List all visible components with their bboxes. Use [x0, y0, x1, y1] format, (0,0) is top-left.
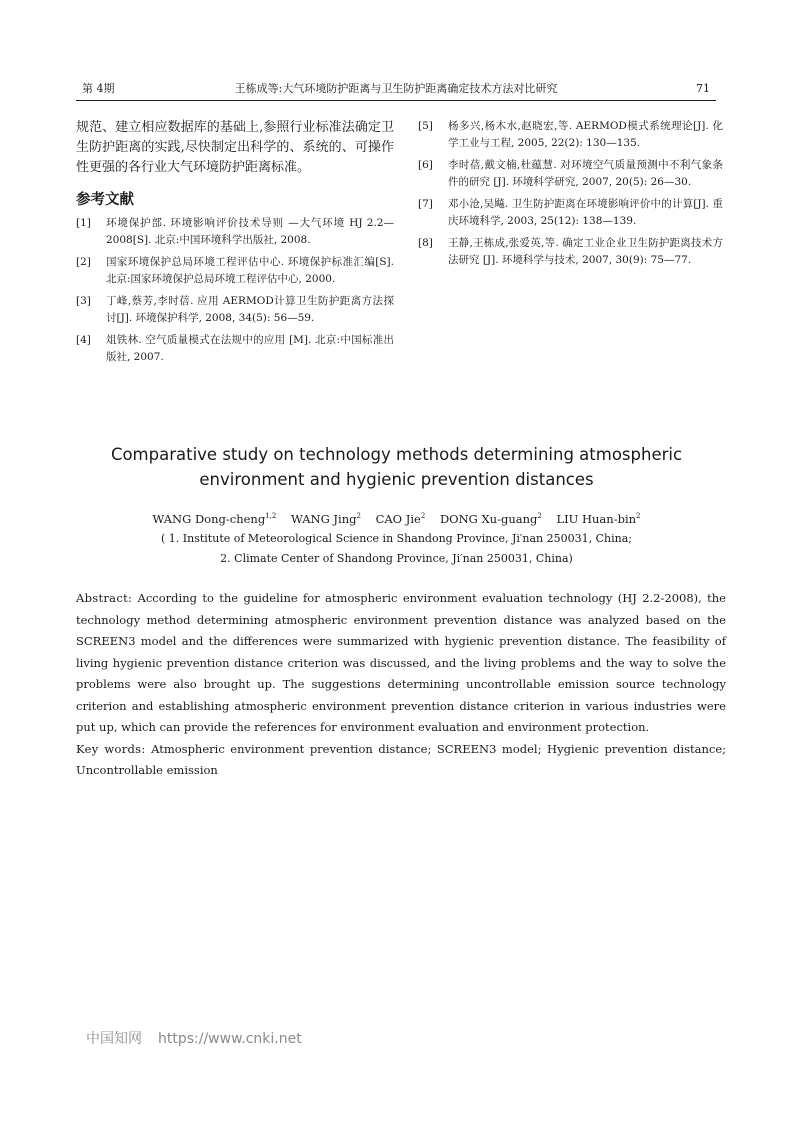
- author-affiliation-mark: 2: [356, 512, 361, 521]
- right-column: [418, 118, 723, 274]
- left-column: [76, 118, 394, 371]
- running-header: [76, 80, 716, 98]
- keywords-text: Atmospheric environment prevention distance; SCREEN3 model; Hygienic prevention distance; Uncontrollable emission: [76, 741, 726, 777]
- author-name: WANG Jing: [290, 512, 357, 526]
- reference-text: 王静,王栋成,张爱英,等. 确定工业企业卫生防护距离技术方法研究 [J]. 环境科学与技术, 2007, 30(9): 75—77.: [448, 237, 723, 266]
- english-title-line1: Comparative study on technology methods determining atmospheric: [110, 445, 683, 464]
- reference-text: 杨多兴,杨木水,赵晓宏,等. AERMOD模式系统理论[J]. 化学工业与工程, 2005, 22(2): 130—135.: [448, 120, 723, 149]
- reference-number: [6]: [418, 159, 433, 171]
- affiliation-2: 2. Climate Center of Shandong Province, Ji′nan 250031, China): [220, 552, 573, 565]
- reference-text: 国家环境保护总局环境工程评估中心. 环境保护标准汇编[S]. 北京:国家环境保护总局环境工程评估中心, 2000.: [106, 256, 394, 285]
- reference-number: [4]: [76, 334, 91, 346]
- abstract-text: According to the guideline for atmospheric environment evaluation technology (HJ 2.2-2008), the technology method determining atmospheric environment prevention distance was analyzed based on the SCREEN3 model and the differences were summarized with hygienic prevention distance. The feasibility of living hygienic prevention distance criterion was discussed, and the living problems and the way to solve the problems were also brought up. The suggestions determining uncontrollable emission source technology criterion and establishing atmospheric environment prevention distance criterion in various industries were put up, which can provide the references for environment evaluation and environment protection.: [76, 591, 726, 734]
- reference-item: [418, 118, 723, 152]
- reference-number: [7]: [418, 198, 433, 210]
- reference-item: [76, 215, 394, 249]
- reference-text: 李时蓓,戴文楠,杜蕴慧. 对环境空气质量预测中不利气象条件的研究 [J]. 环境科学研究, 2007, 20(5): 26—30.: [448, 159, 723, 188]
- reference-item: [418, 157, 723, 191]
- watermark-url: https://www.cnki.net: [158, 1031, 302, 1047]
- reference-text: 环境保护部. 环境影响评价技术导则 —大气环境 HJ 2.2—2008[S]. 北京:中国环境科学出版社, 2008.: [106, 217, 394, 246]
- reference-item: [76, 254, 394, 288]
- reference-item: [418, 196, 723, 230]
- author-list: [0, 510, 793, 528]
- cnki-watermark: [86, 1028, 302, 1048]
- affiliation-1: ( 1. Institute of Meteorological Science in Shandong Province, Ji′nan 250031, China;: [161, 532, 632, 545]
- author-affiliation-mark: 2: [420, 512, 426, 521]
- page-number: 71: [696, 82, 710, 95]
- reference-item: [76, 332, 394, 366]
- english-title-line2: environment and hygienic prevention distances: [199, 470, 594, 489]
- reference-number: [3]: [76, 295, 91, 307]
- keywords-label: Key words:: [76, 741, 146, 756]
- reference-number: [5]: [418, 120, 433, 132]
- author-name: CAO Jie: [375, 512, 421, 526]
- abstract-paragraph: [76, 588, 726, 739]
- author-name: LIU Huan-bin: [556, 512, 637, 526]
- author-name: WANG Dong-cheng: [152, 512, 266, 526]
- references-heading: 参考文献: [76, 192, 134, 208]
- conclusion-paragraph: 规范、建立相应数据库的基础上,参照行业标准法确定卫生防护距离的实践,尽快制定出科学的、系统的、可操作性更强的各行业大气环境防护距离标准。: [76, 120, 394, 175]
- abstract-label: Abstract:: [76, 591, 133, 605]
- header-rule: [76, 100, 716, 101]
- reference-number: [8]: [418, 237, 433, 249]
- english-abstract: [76, 588, 726, 782]
- reference-text: 丁峰,蔡芳,李时蓓. 应用 AERMOD计算卫生防护距离方法探讨[J]. 环境保护科学, 2008, 34(5): 56—59.: [106, 295, 394, 324]
- watermark-site: 中国知网: [86, 1031, 142, 1047]
- running-title: 王栋成等:大气环境防护距离与卫生防护距离确定技术方法对比研究: [234, 82, 558, 95]
- reference-text: 邓小沧,吴飚. 卫生防护距离在环境影响评价中的计算[J]. 重庆环境科学, 2003, 25(12): 138—139.: [448, 198, 723, 227]
- author-affiliation-mark: 2: [537, 512, 542, 521]
- reference-number: [2]: [76, 256, 91, 268]
- issue-number: 第 4期: [82, 82, 115, 95]
- reference-item: [76, 293, 394, 327]
- reference-text: 俎铁林. 空气质量模式在法规中的应用 [M]. 北京:中国标准出版社, 2007.: [106, 334, 394, 363]
- author-affiliation-mark: 2: [636, 512, 641, 521]
- author-name: DONG Xu-guang: [439, 512, 538, 526]
- author-affiliation-mark: 1,2: [265, 512, 277, 521]
- reference-item: [418, 235, 723, 269]
- reference-number: [1]: [76, 217, 91, 229]
- english-title: [60, 442, 733, 492]
- keywords-paragraph: [76, 739, 726, 782]
